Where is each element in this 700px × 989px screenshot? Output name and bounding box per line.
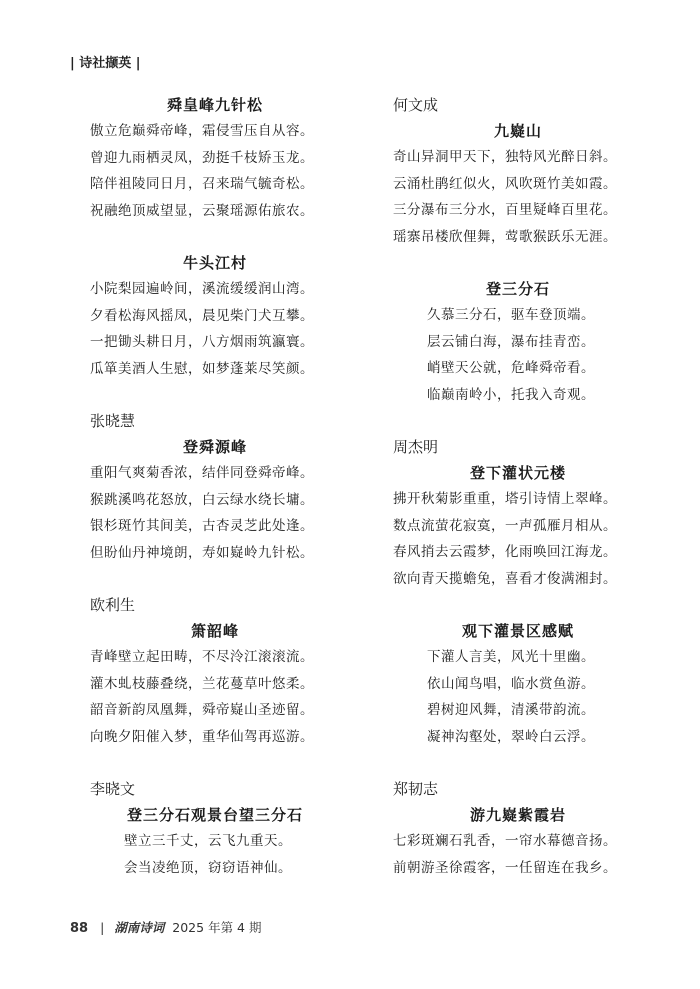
poem-line: 向晚夕阳催入梦，重华仙驾再巡游。 bbox=[90, 728, 314, 745]
poem-line: 小院梨园遍岭间，溪流缓缓润山湾。 bbox=[90, 281, 314, 297]
poem-title: 舜皇峰九针松 bbox=[166, 96, 263, 114]
poem-line: 层云铺白海，瀑布挂青峦。 bbox=[427, 333, 595, 350]
poem-lines bbox=[90, 644, 340, 750]
poem-line: 前朝游圣徐霞客，一任留连在我乡。 bbox=[393, 859, 617, 876]
poem-line: 春风捎去云霞梦，化雨唤回江海龙。 bbox=[393, 544, 617, 560]
poem-line: 韶音新韵凤凰舞，舜帝嶷山圣迹留。 bbox=[90, 702, 314, 718]
poem-line: 临巅南岭小，托我入奇观。 bbox=[427, 386, 595, 403]
poem-title: 观下灌景区感赋 bbox=[461, 622, 574, 640]
poem-title: 九嶷山 bbox=[493, 122, 542, 140]
poem bbox=[90, 92, 340, 224]
poem-line: 数点流萤花寂寞，一声孤雁月相从。 bbox=[393, 517, 617, 534]
poem-line: 但盼仙丹神境朗，寿如嶷岭九针松。 bbox=[90, 544, 314, 561]
poem-line: 重阳气爽菊香浓，结伴同登舜帝峰。 bbox=[90, 465, 314, 481]
poem-lines bbox=[90, 118, 340, 224]
poem-title: 登舜源峰 bbox=[182, 438, 247, 456]
issue-label: 2025 年第 4 期 bbox=[172, 920, 262, 935]
poem bbox=[393, 92, 643, 250]
poem-line: 三分瀑布三分水，百里疑峰百里花。 bbox=[393, 202, 617, 218]
poem-lines bbox=[393, 828, 643, 881]
poem-lines bbox=[393, 644, 643, 750]
poem-title: 登三分石观景台望三分石 bbox=[126, 806, 303, 824]
poem-line: 依山闻鸟唱，临水赏鱼游。 bbox=[427, 675, 595, 692]
left-column bbox=[90, 92, 340, 907]
poem bbox=[393, 776, 643, 881]
magazine-logo: 湖南诗词 bbox=[114, 920, 165, 935]
poem-lines bbox=[393, 486, 643, 592]
poem-lines bbox=[393, 144, 643, 250]
poem-line: 瑶寨吊楼欣俚舞，莺歌猴跃乐无涯。 bbox=[393, 228, 617, 245]
poem-author: 欧利生 bbox=[90, 596, 136, 614]
poem-author: 何文成 bbox=[393, 96, 439, 114]
poem-line: 一把锄头耕日月，八方烟雨筑瀛寰。 bbox=[90, 334, 314, 350]
poem-lines bbox=[90, 828, 340, 881]
poem-lines bbox=[90, 460, 340, 566]
poem-title: 登下灌状元楼 bbox=[469, 464, 566, 482]
poem-line: 陪伴祖陵同日月，召来瑞气毓奇松。 bbox=[90, 176, 314, 192]
poem-author: 张晓慧 bbox=[90, 412, 136, 430]
poem-line: 猴跳溪鸣花怒放，白云绿水绕长墉。 bbox=[90, 491, 314, 508]
poem-line: 下灌人言美，风光十里幽。 bbox=[427, 649, 595, 665]
poem bbox=[393, 434, 643, 592]
poem-line: 会当凌绝顶，窃窃语神仙。 bbox=[124, 859, 292, 876]
poem bbox=[90, 776, 340, 881]
poem-line: 欲向青天揽蟾兔，喜看才俊满湘封。 bbox=[393, 570, 617, 587]
page-footer bbox=[70, 918, 261, 936]
poem-line: 久慕三分石，驱车登顶端。 bbox=[427, 307, 595, 323]
poem-line: 峭壁天公就，危峰舜帝看。 bbox=[427, 360, 595, 376]
poem-line: 拂开秋菊影重重，塔引诗情上翠峰。 bbox=[393, 491, 617, 507]
poem bbox=[90, 250, 340, 382]
poem bbox=[393, 276, 643, 408]
poem-line: 银杉斑竹其间美，古杏灵芝此处逢。 bbox=[90, 518, 314, 534]
poem-line: 云涌杜鹃红似火，风吹斑竹美如霞。 bbox=[393, 175, 617, 192]
poem-line: 灌木虬枝藤叠绕，兰花蔓草叶悠柔。 bbox=[90, 675, 314, 692]
poem-lines bbox=[393, 302, 643, 408]
poem-line: 曾迎九雨栖灵凤，劲挺千枝矫玉龙。 bbox=[90, 149, 314, 166]
poem-title: 游九嶷紫霞岩 bbox=[469, 806, 566, 824]
poem-line: 碧树迎风舞，清溪带韵流。 bbox=[427, 702, 595, 718]
poem-author: 郑韧志 bbox=[393, 780, 439, 798]
right-column bbox=[393, 92, 643, 907]
poem-line: 夕看松海风摇凤，晨见柴门犬互攀。 bbox=[90, 307, 314, 324]
poem-line: 青峰壁立起田畴，不尽泠江滚滚流。 bbox=[90, 649, 314, 665]
poem bbox=[90, 592, 340, 750]
poem-line: 傲立危巅舜帝峰，霜侵雪压自从容。 bbox=[90, 123, 314, 139]
footer-separator: | bbox=[100, 920, 105, 935]
poem-title: 箫韶峰 bbox=[190, 622, 239, 640]
poem-author: 周杰明 bbox=[393, 438, 439, 456]
poem-author: 李晓文 bbox=[90, 780, 136, 798]
poem-line: 瓜箪美酒人生慰，如梦蓬莱尽笑颜。 bbox=[90, 360, 314, 377]
poem-line: 七彩斑斓石乳香，一帘水幕德音扬。 bbox=[393, 833, 617, 849]
poem-line: 凝神沟壑处，翠岭白云浮。 bbox=[427, 728, 595, 745]
poem-title: 牛头江村 bbox=[182, 254, 247, 272]
poem-line: 祝融绝顶威望显，云聚瑶源佑旅农。 bbox=[90, 202, 314, 219]
poem bbox=[393, 618, 643, 750]
section-tag: | 诗社撷英 | bbox=[70, 56, 141, 71]
page-number: 88 bbox=[70, 921, 89, 936]
poem-line: 壁立三千丈，云飞九重天。 bbox=[124, 833, 292, 849]
poem-line: 奇山异洞甲天下，独特风光醉日斜。 bbox=[393, 149, 617, 165]
poem-title: 登三分石 bbox=[485, 280, 550, 298]
poem bbox=[90, 408, 340, 566]
poem-lines bbox=[90, 276, 340, 382]
